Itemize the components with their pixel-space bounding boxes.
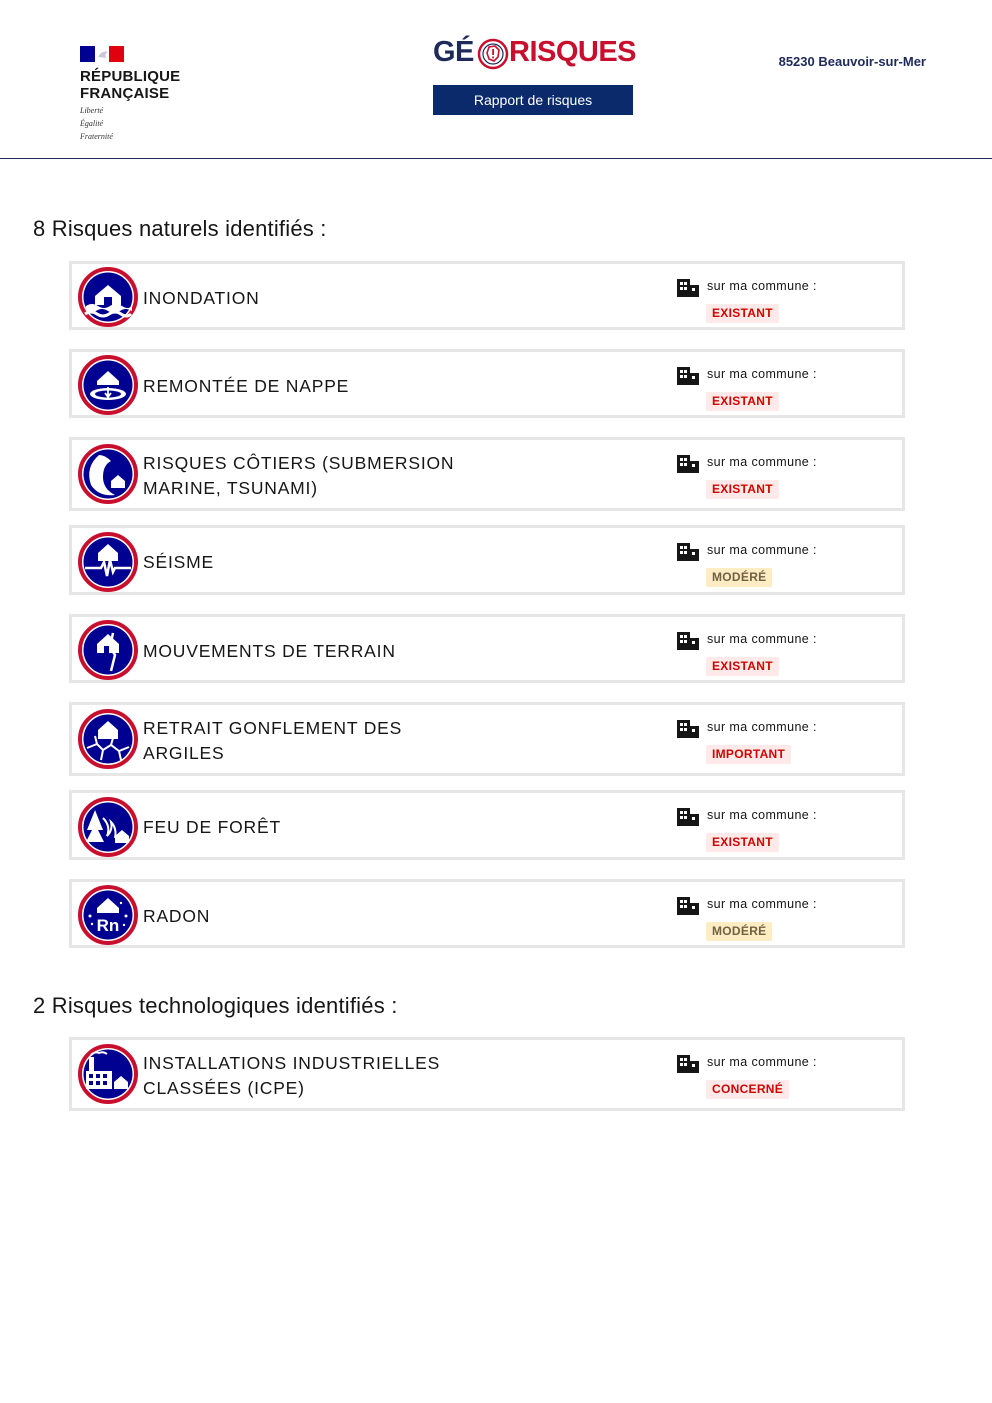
risk-card-radon[interactable] <box>69 879 905 948</box>
forest-fire-icon <box>77 796 139 858</box>
report-type-banner: Rapport de risques <box>433 85 633 115</box>
natural-risks-title: 8 Risques naturels identifiés : <box>33 216 327 241</box>
risk-label: INONDATION <box>143 288 260 308</box>
commune-status <box>676 629 856 675</box>
technological-risks-title: 2 Risques technologiques identifiés : <box>33 993 398 1018</box>
brand-ge: GÉ <box>433 36 474 68</box>
commune-status <box>676 717 856 763</box>
status-badge: EXISTANT <box>706 480 779 499</box>
risk-card-risques-cotiers[interactable] <box>69 437 905 511</box>
status-badge: CONCERNÉ <box>706 1080 789 1099</box>
motto-fraternite: Fraternité <box>80 132 113 141</box>
commune-status <box>676 805 856 851</box>
risk-card-feu-de-foret[interactable] <box>69 790 905 860</box>
commune-status <box>676 894 856 940</box>
french-flag-icon <box>80 46 124 62</box>
status-badge: EXISTANT <box>706 657 779 676</box>
flood-icon <box>77 266 139 328</box>
risk-card-seisme[interactable] <box>69 525 905 595</box>
factory-icon <box>77 1043 139 1105</box>
risk-card-retrait-gonflement-argiles[interactable] <box>69 702 905 776</box>
building-icon <box>676 807 700 827</box>
address-label: 85230 Beauvoir-sur-Mer <box>778 54 926 69</box>
republic-name-line2: FRANÇAISE <box>80 85 170 102</box>
status-badge: MODÉRÉ <box>706 922 772 941</box>
republique-francaise-logo <box>80 46 200 141</box>
building-icon <box>676 896 700 916</box>
commune-status <box>676 1052 856 1098</box>
building-icon <box>676 278 700 298</box>
commune-label: sur ma commune : <box>707 632 817 646</box>
commune-label: sur ma commune : <box>707 1055 817 1069</box>
risk-label: SÉISME <box>143 552 214 572</box>
risk-label: REMONTÉE DE NAPPE <box>143 376 350 396</box>
risk-card-remontee-de-nappe[interactable] <box>69 349 905 418</box>
page-header <box>0 0 992 159</box>
wave-icon <box>77 443 139 505</box>
risk-label: INSTALLATIONS INDUSTRIELLES CLASSÉES (ICPE) <box>143 1053 441 1098</box>
commune-label: sur ma commune : <box>707 279 817 293</box>
radon-icon <box>77 884 139 946</box>
motto-egalite: Égalité <box>80 119 104 128</box>
status-badge: EXISTANT <box>706 833 779 852</box>
risk-card-mouvements-de-terrain[interactable] <box>69 614 905 683</box>
brand-risques: RISQUES <box>509 36 637 68</box>
commune-status <box>676 452 856 498</box>
risk-label: RADON <box>143 906 211 926</box>
landslide-icon <box>77 619 139 681</box>
status-badge: MODÉRÉ <box>706 568 772 587</box>
status-badge: EXISTANT <box>706 392 779 411</box>
status-badge: EXISTANT <box>706 304 779 323</box>
risk-label: RETRAIT GONFLEMENT DES ARGILES <box>143 718 403 763</box>
commune-label: sur ma commune : <box>707 543 817 557</box>
commune-label: sur ma commune : <box>707 367 817 381</box>
france-map-emblem-icon <box>477 38 509 70</box>
motto-liberte: Liberté <box>80 106 104 115</box>
groundwater-icon <box>77 354 139 416</box>
georisques-logo <box>433 36 637 72</box>
commune-label: sur ma commune : <box>707 808 817 822</box>
building-icon <box>676 719 700 739</box>
radon-symbol: Rn <box>96 916 120 935</box>
clay-crack-icon <box>77 708 139 770</box>
risk-card-icpe[interactable] <box>69 1037 905 1111</box>
commune-label: sur ma commune : <box>707 455 817 469</box>
risk-label: MOUVEMENTS DE TERRAIN <box>143 641 396 661</box>
commune-status <box>676 364 856 410</box>
republic-name-line1: RÉPUBLIQUE <box>80 68 181 85</box>
commune-label: sur ma commune : <box>707 720 817 734</box>
building-icon <box>676 454 700 474</box>
building-icon <box>676 1054 700 1074</box>
building-icon <box>676 631 700 651</box>
building-icon <box>676 542 700 562</box>
earthquake-icon <box>77 531 139 593</box>
commune-status <box>676 276 856 322</box>
risk-label: FEU DE FORÊT <box>143 817 281 837</box>
risk-label: RISQUES CÔTIERS (SUBMERSION MARINE, TSUNAMI) <box>143 453 455 498</box>
building-icon <box>676 366 700 386</box>
commune-status <box>676 540 856 586</box>
commune-label: sur ma commune : <box>707 897 817 911</box>
status-badge: IMPORTANT <box>706 745 791 764</box>
risk-card-inondation[interactable] <box>69 261 905 330</box>
